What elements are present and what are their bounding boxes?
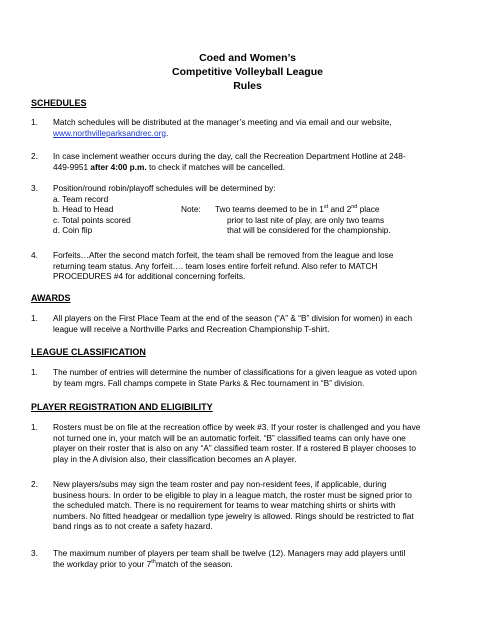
criterion-b: b. Head to Head bbox=[53, 204, 114, 215]
criterion-c: c. Total points scored bbox=[53, 214, 131, 225]
ordinal-suffix: nd bbox=[351, 204, 358, 211]
item-number: 4. bbox=[31, 250, 38, 260]
item-number: 1. bbox=[31, 422, 38, 432]
item-text-line-2: not turned one in, your match will be an automatic forfeit. “B” classified teams can only have one bbox=[53, 432, 406, 443]
item-text-line-2: business hours. In order to be eligible to play in a league match, the roster must be signed prior to bbox=[53, 489, 412, 500]
item-number: 1. bbox=[31, 117, 38, 127]
hotline-number: 449-9951 bbox=[53, 161, 91, 172]
note-text: and 2 bbox=[328, 204, 352, 215]
item-text: Match schedules will be distributed at the manager’s meeting and via email and our website, bbox=[53, 117, 392, 127]
item-text-line-1: Rosters must be on file at the recreation office by week #3. If your roster is challenged and you have bbox=[53, 422, 421, 432]
item-text-line-4: numbers. No fitted headgear or medallion type jewelry is allowed. Rings should be restricted to flat bbox=[53, 510, 414, 521]
note-text: place bbox=[357, 204, 380, 215]
criterion-d: d. Coin flip bbox=[53, 225, 93, 236]
note-text: Two teams deemed to be in 1 bbox=[215, 204, 324, 215]
item-number: 2. bbox=[31, 151, 38, 161]
item-text-line-3: PROCEDURES #4 for additional concerning forfeits. bbox=[53, 271, 246, 282]
item-text-line-2: league will receive a Northville Parks and Recreation Championship T-shirt. bbox=[53, 323, 330, 334]
note-line-1 bbox=[215, 204, 379, 215]
item-text-line-2 bbox=[53, 559, 463, 570]
note-line-2: prior to last nite of play, are only two teams bbox=[227, 214, 385, 225]
criterion-a: a. Team record bbox=[53, 193, 109, 204]
hotline-time: after 4:00 p.m. bbox=[90, 161, 147, 172]
item-text: the workday prior to your 7 bbox=[53, 558, 152, 569]
item-number: 3. bbox=[31, 548, 38, 558]
item-text-line-2: by team mgrs. Fall champs compete in State Parks & Rec tournament in “B” division. bbox=[53, 377, 365, 388]
item-number: 2. bbox=[31, 479, 38, 489]
item-number: 1. bbox=[31, 367, 38, 377]
item-text-line-1: New players/subs may sign the team roster and pay non-resident fees, if applicable, during bbox=[53, 479, 387, 489]
item-text-line-3: the scheduled match. There is no requirement for teams to wear matching shirts or shirts with bbox=[53, 500, 396, 511]
item-text-line-3: player on their roster that is also on any “A” classified team roster. If a rostered B player chooses to bbox=[53, 443, 416, 454]
item-number: 3. bbox=[31, 183, 38, 193]
item-intro: Position/round robin/playoff schedules will be determined by: bbox=[53, 183, 276, 193]
ordinal-suffix: st bbox=[323, 204, 329, 211]
item-text-line-1: The number of entries will determine the number of classifications for a given league as voted upon bbox=[53, 367, 417, 377]
item-text: match of the season. bbox=[155, 558, 233, 569]
section-heading-league-classification: LEAGUE CLASSIFICATION bbox=[31, 347, 146, 357]
document-title-line-2: Competitive Volleyball League bbox=[172, 66, 323, 78]
note-label: Note: bbox=[181, 204, 201, 215]
document-title-line-3: Rules bbox=[233, 80, 262, 92]
section-heading-player-registration: PLAYER REGISTRATION AND ELIGIBILITY bbox=[31, 402, 213, 412]
item-text-line-2 bbox=[53, 162, 463, 173]
item-text-line-1: Forfeits…After the second match forfeit, the team shall be removed from the league and lose bbox=[53, 250, 394, 260]
hotline-text: to check if matches will be cancelled. bbox=[146, 161, 285, 172]
item-text-line-1: In case inclement weather occurs during the day, call the Recreation Department Hotline at 248- bbox=[53, 151, 406, 161]
item-text-line-4: play in the A division also, their classification becomes an A player. bbox=[53, 453, 297, 464]
schedules-item-3 bbox=[31, 183, 461, 243]
item-text-line-2: returning team status. Any forfeit…. team loses entire forfeit refund. Also refer to MATCH bbox=[53, 260, 378, 271]
item-text-line-1: The maximum number of players per team shall be twelve (12). Managers may add players until bbox=[53, 548, 406, 558]
section-heading-schedules: SCHEDULES bbox=[31, 98, 87, 108]
document-title-line-1: Coed and Women’s bbox=[199, 52, 296, 64]
period: . bbox=[165, 127, 169, 138]
note-line-3: that will be considered for the championship. bbox=[227, 225, 391, 236]
website-link[interactable]: www.northvilleparksandrec.org bbox=[53, 127, 166, 138]
ordinal-suffix: th bbox=[151, 558, 156, 565]
section-heading-awards: AWARDS bbox=[31, 293, 71, 303]
item-text-line-1: All players on the First Place Team at the end of the season (“A” & “B” division for women) in each bbox=[53, 313, 413, 323]
item-number: 1. bbox=[31, 313, 38, 323]
item-text-line-5: band rings as to not create a safety hazard. bbox=[53, 521, 213, 532]
